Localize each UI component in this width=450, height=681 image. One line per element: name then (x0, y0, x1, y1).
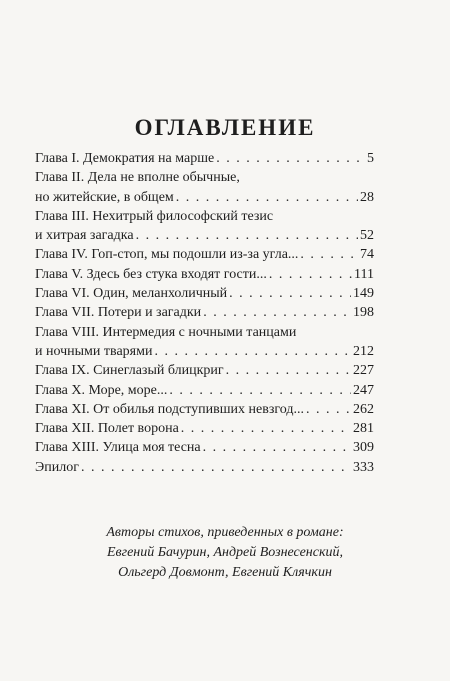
credits-line: Ольгерд Довмонт, Евгений Клячкин (118, 565, 332, 580)
toc-page-number: 198 (353, 305, 374, 321)
toc-entry-row (35, 226, 374, 245)
toc-entry-text: Глава IX. Синеглазый блицкриг (35, 363, 224, 379)
toc-entry-text: Глава X. Море, море... (35, 382, 168, 398)
toc-page-number: 227 (353, 363, 374, 379)
toc-entry (35, 419, 374, 438)
toc-page-number: 262 (353, 401, 374, 417)
toc-entry (35, 323, 374, 362)
dot-leader (203, 438, 351, 457)
dot-leader (300, 245, 358, 264)
toc-entry (35, 245, 374, 264)
toc-entry-text: Глава V. Здесь без стука входят гости... (35, 266, 267, 282)
dot-leader (216, 149, 365, 168)
toc-entry-text: Глава VII. Потери и загадки (35, 305, 202, 321)
toc-entry-text: Глава IV. Гоп-стоп, мы подошли из-за угла... (35, 247, 299, 263)
toc-entry-row (35, 458, 374, 477)
dot-leader (306, 400, 351, 419)
toc-page-number: 28 (360, 189, 374, 205)
toc-entry-row (35, 188, 374, 207)
toc-entry (35, 284, 374, 303)
toc-entry-text: Глава XI. От обилья подступивших невзгод... (35, 401, 304, 417)
toc-page-number: 247 (353, 382, 374, 398)
toc-entry-row (35, 419, 374, 438)
dot-leader (81, 458, 351, 477)
dot-leader (176, 188, 358, 207)
toc-entry (35, 207, 374, 246)
dot-leader (181, 419, 351, 438)
toc-page-number: 333 (353, 459, 374, 475)
toc-entry-row (35, 284, 374, 303)
toc-entry-row (35, 265, 374, 284)
toc-entry (35, 400, 374, 419)
dot-leader (203, 303, 351, 322)
toc-entry-row (35, 438, 374, 457)
toc-entry-text: но житейские, в общем (35, 189, 174, 205)
dot-leader (229, 284, 351, 303)
toc-entry-text: Глава VIII. Интермедия с ночными танцами (35, 324, 297, 340)
table-of-contents (35, 149, 374, 477)
toc-entry-row (35, 400, 374, 419)
toc-entry-row (35, 245, 374, 264)
toc-page-number: 111 (354, 266, 374, 282)
toc-entry (35, 381, 374, 400)
toc-entry-text: Глава XII. Полет ворона (35, 421, 179, 437)
toc-entry (35, 438, 374, 457)
toc-entry-text: Эпилог (35, 459, 79, 475)
toc-entry-text: и ночными тварями (35, 343, 153, 359)
toc-entry-text: Глава VI. Один, меланхоличный (35, 286, 228, 302)
dot-leader (226, 361, 351, 380)
toc-entry-text: Глава XIII. Улица моя тесна (35, 440, 201, 456)
dot-leader (136, 226, 358, 245)
credits-line: Евгений Бачурин, Андрей Вознесенский, (106, 545, 344, 560)
toc-entry-text: Глава I. Демократия на марше (35, 151, 215, 166)
toc-entry-row (35, 381, 374, 400)
toc-page-number: 149 (353, 286, 374, 302)
toc-entry (35, 168, 374, 207)
toc-page-number: 309 (353, 440, 374, 456)
dot-leader (169, 381, 351, 400)
page-title: ОГЛАВЛЕНИЕ (134, 115, 316, 140)
toc-entry-text: Глава II. Дела не вполне обычные, (35, 170, 240, 186)
toc-page-number: 74 (360, 247, 374, 263)
toc-entry-row (35, 342, 374, 361)
dot-leader (154, 342, 351, 361)
toc-entry-row (35, 361, 374, 380)
toc-entry-row (35, 149, 374, 168)
toc-entry (35, 265, 374, 284)
toc-page-number: 212 (353, 343, 374, 359)
toc-entry (35, 361, 374, 380)
toc-page-number: 5 (367, 151, 374, 166)
toc-entry (35, 303, 374, 322)
toc-entry (35, 149, 374, 168)
credits-line: Авторы стихов, приведенных в романе: (106, 525, 344, 540)
toc-page-number: 281 (353, 421, 374, 437)
dot-leader (269, 265, 352, 284)
toc-page-number: 52 (360, 228, 374, 244)
toc-entry-row (35, 303, 374, 322)
toc-entry (35, 458, 374, 477)
toc-entry-text: Глава III. Нехитрый философский тезис (35, 208, 274, 224)
poem-credits (0, 523, 450, 583)
toc-entry-text: и хитрая загадка (35, 228, 134, 244)
